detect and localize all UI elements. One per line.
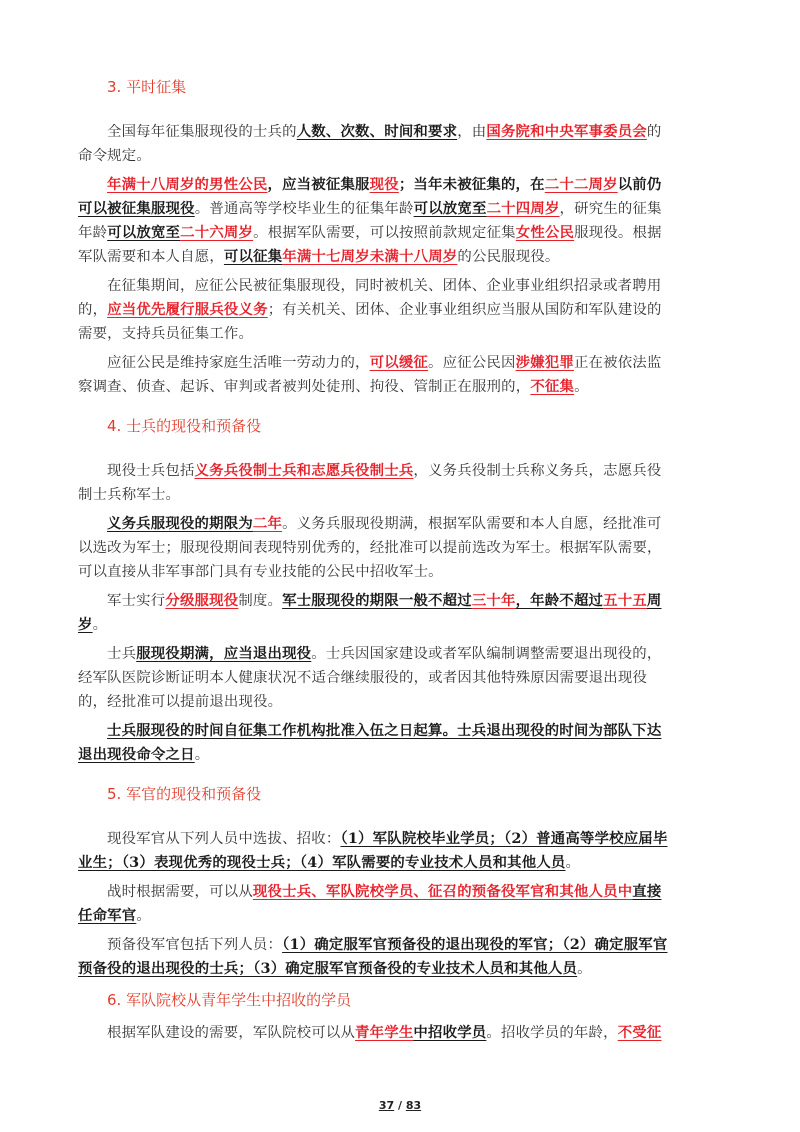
emphasis-text: 直接 xyxy=(632,883,662,900)
body-text: 。义务兵服现役期满，根据军队需要和本人自愿，经批准可 xyxy=(282,516,662,532)
text-line xyxy=(78,298,662,319)
body-text: 现役军官从下列人员中选拔、招收： xyxy=(107,831,341,847)
highlight-text: 国务院和中央军事委员会 xyxy=(486,123,647,140)
emphasis-text: 周 xyxy=(646,592,662,609)
emphasis-text: 服现役期满，应当退出现役 xyxy=(136,645,312,662)
page-number-separator: / xyxy=(394,1099,406,1112)
text-line xyxy=(107,351,661,372)
emphasis-text: 预备役的退出现役的士兵；（3）确定服军官预备役的专业技术人员和其他人员 xyxy=(78,960,578,977)
emphasis-text: 以前仍 xyxy=(617,176,662,193)
emphasis-text: ；当年未被征集的，在 xyxy=(398,176,545,193)
text-line xyxy=(107,719,661,740)
body-text: 。士兵因国家建设或者军队编制调整需要退出现役的， xyxy=(311,646,662,662)
text-line xyxy=(107,1021,662,1042)
emphasis-text: 岁 xyxy=(78,616,93,633)
emphasis-text: 可以征集 xyxy=(223,248,283,265)
emphasis-text: 中招收学员 xyxy=(413,1024,487,1041)
body-text: ，义务兵役制士兵称义务兵，志愿兵役 xyxy=(413,463,662,479)
body-text: 。招收学员的年龄， xyxy=(486,1025,618,1041)
highlight-text: 五十五 xyxy=(603,592,647,609)
text-line xyxy=(78,144,151,165)
body-text: ，由 xyxy=(457,124,487,140)
text-line xyxy=(78,690,282,711)
body-text: 士兵 xyxy=(107,646,137,662)
highlight-text: 不受征 xyxy=(617,1024,662,1041)
emphasis-text: （1）确定服军官预备役的退出现役的军官；（2）确定服军官 xyxy=(282,936,668,953)
body-text: 的公民服现役。 xyxy=(457,249,560,265)
text-line xyxy=(107,459,661,480)
body-text: 需要，支持兵员征集工作。 xyxy=(78,326,254,342)
highlight-text: 二年 xyxy=(252,515,283,532)
body-text: 。 xyxy=(574,379,589,395)
body-text: 战时根据需要，可以从 xyxy=(107,884,253,900)
body-text: 。 xyxy=(194,747,210,763)
emphasis-text: ，应当被征集服 xyxy=(267,176,370,193)
body-text: 经军队医院诊断证明本人健康状况不适合继续服役的，或者因其他特殊原因需要退出现役 xyxy=(78,670,648,686)
emphasis-text: 可以被征集服现役 xyxy=(78,200,195,217)
body-text: 可以直接从非军事部门具有专业技能的公民中招收军士。 xyxy=(78,564,443,580)
body-text: 。 xyxy=(136,908,151,924)
highlight-text: 不征集 xyxy=(530,378,575,395)
body-text: 制士兵称军士。 xyxy=(78,487,181,503)
highlight-text: 现役士兵、军队院校学员、征召的预备役军官和其他人员中 xyxy=(252,883,633,900)
page-number-current: 37 xyxy=(378,1099,395,1112)
text-line xyxy=(78,743,209,764)
emphasis-text: 军士服现役的期限一般不超过 xyxy=(282,592,472,609)
body-text: 的， xyxy=(78,302,108,318)
body-text: 在征集期间，应征公民被征集服现役，同时被机关、团体、企业事业组织招录或者聘用 xyxy=(107,278,662,294)
body-text: 命令规定。 xyxy=(78,148,151,164)
emphasis-text: 退出现役命令之日 xyxy=(78,746,195,763)
highlight-text: 涉嫌犯罪 xyxy=(515,354,574,371)
body-text: 根据军队建设的需要，军队院校可以从 xyxy=(107,1025,356,1041)
body-text: 。 xyxy=(92,617,108,633)
section-heading: 3. 平时征集 xyxy=(107,78,187,96)
section-heading: 6. 军队院校从青年学生中招收的学员 xyxy=(107,991,352,1009)
highlight-text: 应当优先履行服兵役义务 xyxy=(107,301,268,318)
text-line xyxy=(107,589,662,610)
highlight-text: 分级服现役 xyxy=(165,592,239,609)
highlight-text: 现役 xyxy=(369,176,399,193)
body-text: 军队需要和本人自愿， xyxy=(78,249,224,265)
body-text: 。根据军队需要，可以按照前款规定征集 xyxy=(253,225,516,241)
page-number-total: 83 xyxy=(405,1099,422,1112)
text-line xyxy=(107,880,661,901)
body-text: 预备役军官包括下列人员： xyxy=(107,937,283,953)
text-line xyxy=(78,483,180,504)
text-line xyxy=(107,120,661,141)
body-text: 察调查、侦查、起诉、审判或者被判处徒刑、拘役、管制正在服刑的， xyxy=(78,379,531,395)
text-line xyxy=(78,536,662,557)
body-text: 以选改为军士；服现役期间表现特别优秀的，经批准可以提前选改为军士。根据军队需要， xyxy=(78,540,662,556)
emphasis-text: 业生；（3）表现优秀的现役士兵；（4）军队需要的专业技术人员和其他人员 xyxy=(78,854,566,871)
emphasis-text: 人数、次数、时间和要求 xyxy=(296,123,458,140)
emphasis-text: 可以放宽至 xyxy=(413,200,487,217)
highlight-text: 青年学生 xyxy=(355,1024,414,1041)
text-line xyxy=(78,197,662,218)
section-heading: 5. 军官的现役和预备役 xyxy=(107,785,262,803)
emphasis-text: （1）军队院校毕业学员；（2）普通高等学校应届毕 xyxy=(340,830,668,847)
text-line xyxy=(107,512,661,533)
page-number xyxy=(0,1099,800,1112)
body-text: 年龄 xyxy=(78,225,108,241)
highlight-text: 可以缓征 xyxy=(369,354,429,371)
text-line xyxy=(78,245,560,266)
emphasis-text: ，年龄不超过 xyxy=(515,592,604,609)
text-line xyxy=(107,933,667,954)
text-line xyxy=(107,173,662,194)
highlight-text: 年满十八周岁的男性公民 xyxy=(107,176,268,193)
text-line xyxy=(78,957,592,978)
body-text: 。 xyxy=(577,961,592,977)
emphasis-text: 可以放宽至 xyxy=(107,224,181,241)
text-line xyxy=(78,904,151,925)
text-line xyxy=(107,642,661,663)
body-text: 正在被依法监 xyxy=(573,355,662,371)
body-text: 现役士兵包括 xyxy=(107,463,195,479)
text-line xyxy=(78,221,662,242)
body-text: 全国每年征集服现役的士兵的 xyxy=(107,124,297,140)
body-text: 的 xyxy=(646,124,662,140)
text-line xyxy=(78,322,253,343)
body-text: 。应征公民因 xyxy=(428,355,516,371)
text-line xyxy=(78,375,589,396)
emphasis-text: 任命军官 xyxy=(78,907,137,924)
highlight-text: 年满十七周岁未满十八周岁 xyxy=(282,248,458,265)
body-text: 军士实行 xyxy=(107,593,166,609)
text-line xyxy=(107,827,667,848)
emphasis-text: 士兵服现役的时间自征集工作机构批准入伍之日起算。士兵退出现役的时间为部队下达 xyxy=(107,722,662,739)
body-text: ；有关机关、团体、企业事业组织应当服从国防和军队建设的 xyxy=(267,302,662,318)
text-line xyxy=(78,613,107,634)
body-text: 的，经批准可以提前退出现役。 xyxy=(78,694,283,710)
text-line xyxy=(78,666,647,687)
text-line xyxy=(78,560,443,581)
section-heading: 4. 士兵的现役和预备役 xyxy=(107,417,262,435)
text-line xyxy=(78,851,580,872)
highlight-text: 二十二周岁 xyxy=(544,176,618,193)
highlight-text: 义务兵役制士兵和志愿兵役制士兵 xyxy=(194,462,414,479)
body-text: 制度。 xyxy=(238,593,283,609)
body-text: 服现役。根据 xyxy=(574,225,662,241)
body-text: ，研究生的征集 xyxy=(559,201,662,217)
highlight-text: 二十四周岁 xyxy=(486,200,560,217)
text-line xyxy=(107,274,661,295)
body-text: 应征公民是维持家庭生活唯一劳动力的， xyxy=(107,355,370,371)
emphasis-text: 义务兵服现役的期限为 xyxy=(107,515,253,532)
highlight-text: 二十六周岁 xyxy=(180,224,254,241)
highlight-text: 女性公民 xyxy=(515,224,575,241)
highlight-text: 三十年 xyxy=(471,592,516,609)
body-text: 。 xyxy=(565,855,581,871)
body-text: 。普通高等学校毕业生的征集年龄 xyxy=(194,201,414,217)
